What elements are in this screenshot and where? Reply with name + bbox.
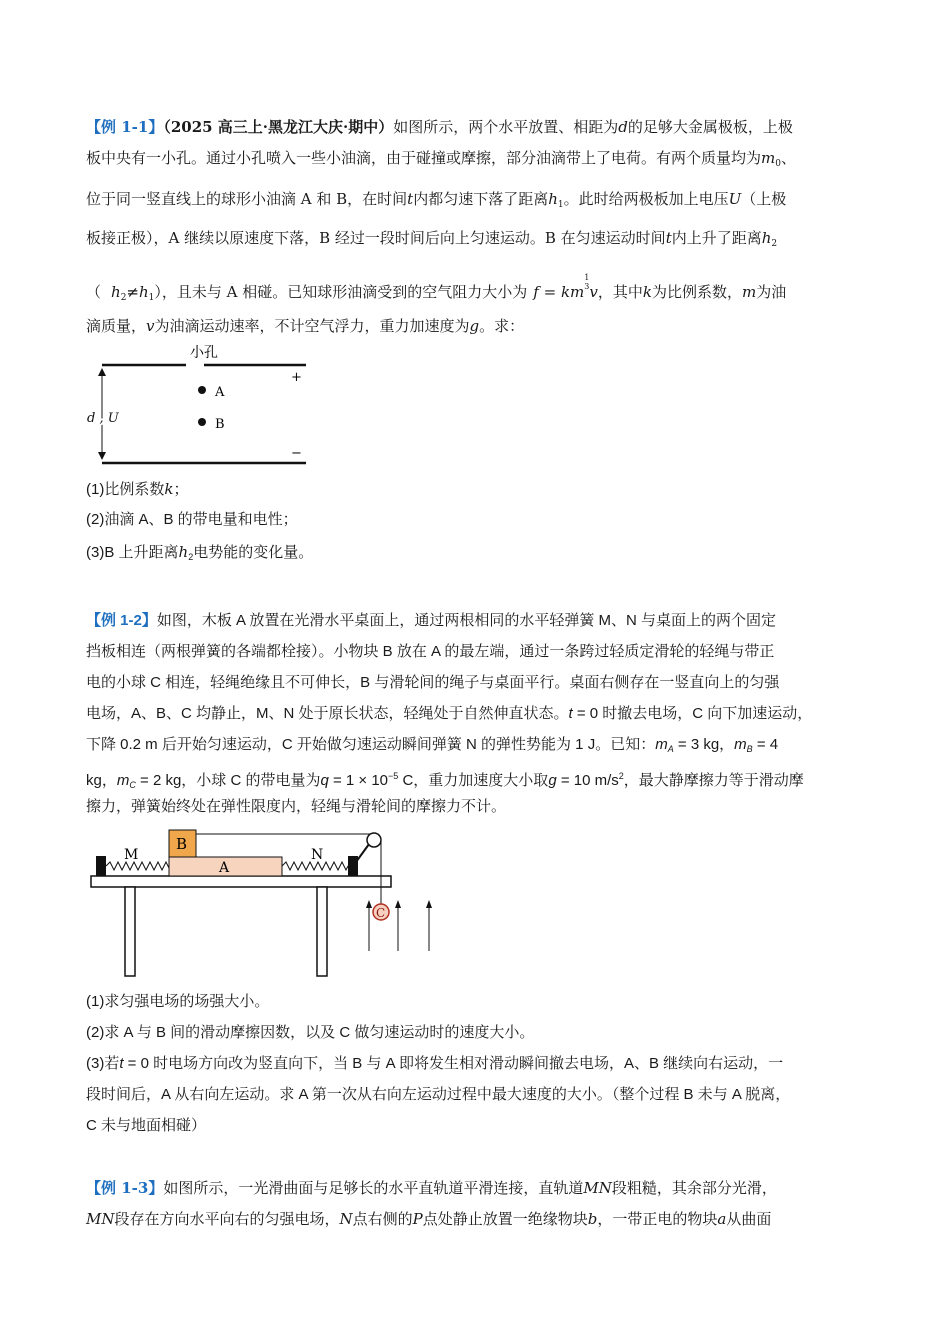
right-baffle [348, 856, 358, 876]
source-label: （2025 高三上·黑龙江大庆·期中） [163, 118, 394, 136]
board-a-label: A [219, 860, 230, 876]
arrow-up-icon [98, 368, 106, 376]
ex1-line-4: 板接正极），A 继续以原速度下落，B 经过一段时间后向上匀速运动。B 在匀速运动时间t内上升了距离$h_2$ [86, 229, 778, 249]
plus-sign: + [291, 370, 302, 385]
table-spring-figure [86, 826, 446, 982]
question-2: (2)油滴 A、B 的带电量和电性； [86, 511, 298, 528]
hole-label: 小孔 [190, 345, 218, 361]
arrow-up-icon [426, 900, 432, 908]
spring-n-label: N [311, 847, 324, 863]
table-top [91, 876, 391, 887]
question-3: (3)若t = 0 时电场方向改为竖直向下，当 B 与 A 即将发生相对滑动瞬间撤去电场，A、B 继续向右运动，一 [86, 1055, 784, 1072]
question-1: (1)求匀强电场的场强大小。 [86, 993, 270, 1010]
spring-n [282, 862, 348, 870]
capacitor-plates-figure [86, 340, 316, 470]
block-b-label: B [176, 835, 188, 853]
question-1: (1)比例系数k； [86, 480, 189, 498]
ex1-line-2: 板中央有一小孔。通过小孔喷入一些小油滴，由于碰撞或摩擦，部分油滴带上了电荷。有两个质量均为$m_0$、 [86, 149, 796, 169]
ex1-line-6: 滴质量，v为油滴运动速率，不计空气浮力，重力加速度为g。求： [86, 317, 525, 335]
ex1-line-5: （ $h_2\ne h_1$），且未与 A 相碰。已知球形油滴受到的空气阻力大小为 f = km 1 3 v，其中k为比例系数，m为油 [86, 273, 787, 303]
droplet-a [198, 386, 206, 394]
ex1-line-3: 位于同一竖直线上的球形小油滴 A 和 B，在时间t内都匀速下落了距离$h_1$。此时给两极板加上电压U（上极 [86, 190, 787, 210]
example-tag: 【例 1-3】 [86, 1179, 164, 1197]
example-tag: 【例 1-1】 [86, 118, 164, 136]
question-2: (2)求 A 与 B 间的滑动摩擦因数，以及 C 做匀速运动时的速度大小。 [86, 1024, 535, 1041]
document-page: 【例 1-1】（2025 高三上·黑龙江大庆·期中）如图所示，两个水平放置、相距为d的足够大金属极板，上极 板中央有一小孔。通过小孔喷入一些小油滴，由于碰撞或摩擦，部分油滴带上了电荷。有两个质量均为$m_0$、 位于同一竖直线上的球形小油滴 A 和 B，在时间t内都匀速下落了距离$h_1$。此时给两极板加上电压U（上极 板接正极），A 继续以原速度下落，B 经过一段时间后向上匀速运动。B 在匀速运动时间t内上升了距离$h_2$ （ $h_2\ne h_1$），且未与 A 相碰。已知球形油滴受到的空气阻力大小为 f = km 1 3 v，其中k为比例系数，m为油 滴质量，v为油滴运动速率，不计空气浮力，重力加速度为g。求： 小孔 A B + − d , U (1)比例系数k； (2)油滴 A、B 的带电量和电性； (3)B 上升距离$h_2$电势能的变化量。 【例 1-2】如图，木板 A 放置在光滑水平桌面上，通过两根相同的水平轻弹簧 M、N 与桌面上的两个固定 挡板相连（两根弹簧的各端都栓接）。小物块 B 放在 A 的最左端，通过一条跨过轻质定滑轮的轻绳与带正 电的小球 C 相连，轻绳绝缘且不可伸长，B 与滑轮间的绳子与桌面平行。桌面右侧存在一竖直向上的匀强 电场，A、B、C 均静止，M、N 处于原长状态，轻绳处于自然伸直状态。t = 0 时撤去电场，C 向下加速运动， 下降 0.2 m 后开始匀速运动，C 开始做匀速运动瞬间弹簧 N 的弹性势能为 1 J。已知：$m_A = 3$ kg，$m_B = 4$ kg，$m_C = 2$ kg，小球 C 的带电量为$q = 1 \times 10^{-5}$ C，重力加速度大小取g = 10 $m/s^2$，最大静摩擦力等于滑动摩 擦力，弹簧始终处在弹性限度内，轻绳与滑轮间的摩擦力不计。 M N A B C (1)求匀强电场的场强大小。 (2)求 A 与 B 间的滑动摩擦因数，以及 C 做匀速运动时的速度大小。 (3)若t = 0 时电场方向改为竖直向下，当 B 与 A 即将发生相对滑动瞬间撤去电场，A、B 继续向右运动，一 段时间后，A 从右向左运动。求 A 第一次从右向左运动过程中最大速度的大小。（整个过程 B 未与 A 脱离， C 未与地面相碰） 【例 1-3】如图所示，一光滑曲面与足够长的水平直轨道平滑连接，直轨道MN段粗糙，其余部分光滑， MN段存在方向水平向右的匀强电场，N点右侧的P点处静止放置一绝缘物块b，一带正电的物块a从曲面 [86, 118, 813, 1228]
distance-voltage-label: d , U [87, 411, 119, 426]
minus-sign: − [291, 446, 302, 461]
arrow-down-icon [98, 452, 106, 460]
ex1-line-1: 【例 1-1】（2025 高三上·黑龙江大庆·期中）如图所示，两个水平放置、相距为d的足够大金属极板，上极 [86, 118, 793, 136]
question-3: (3)B 上升距离$h_2$电势能的变化量。 [86, 543, 314, 562]
spring-m-label: M [124, 847, 139, 863]
arrow-up-icon [395, 900, 401, 908]
table-leg-right [317, 887, 327, 976]
left-baffle [96, 856, 106, 876]
fraction-exponent: 1 3 [584, 273, 590, 291]
pulley [367, 833, 381, 847]
ball-c-label: C [376, 906, 386, 920]
table-leg-left [125, 887, 135, 976]
arrow-up-icon [366, 900, 372, 908]
droplet-b [198, 418, 206, 426]
example-tag: 【例 1-2】 [86, 612, 157, 629]
droplet-b-label: B [215, 417, 225, 432]
droplet-a-label: A [215, 385, 225, 400]
